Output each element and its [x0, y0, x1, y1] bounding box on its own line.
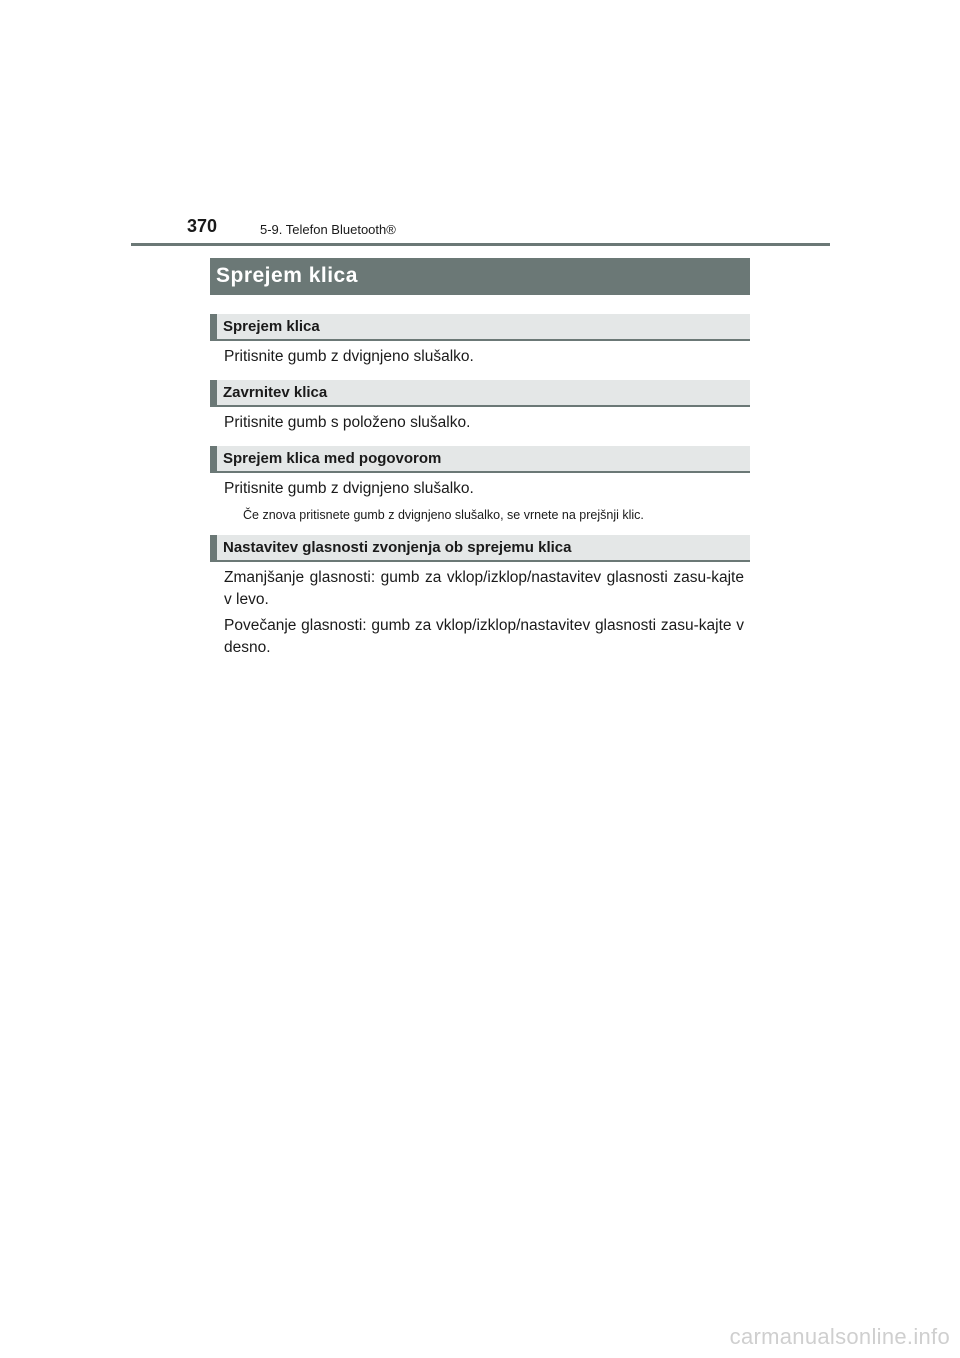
page-title: Sprejem klica [210, 258, 750, 295]
section-text-volume-up: Povečanje glasnosti: gumb za vklop/izklop/nastavitev glasnosti zasu-kajte v desno. [224, 617, 744, 656]
header-rule [131, 243, 830, 246]
section-text-reject: Pritisnite gumb s položeno slušalko. [224, 414, 471, 431]
section-note-call-waiting: Če znova pritisnete gumb z dvignjeno slušalko, se vrnete na prejšnji klic. [243, 508, 644, 522]
section-heading-call-waiting: Sprejem klica med pogovorom [210, 446, 750, 473]
page-number: 370 [187, 216, 218, 236]
section-text-answer: Pritisnite gumb z dvignjeno slušalko. [224, 348, 474, 365]
section-heading-ring-volume: Nastavitev glasnosti zvonjenja ob sprejemu klica [210, 535, 750, 562]
section-heading-answer: Sprejem klica [210, 314, 750, 341]
breadcrumb: 5-9. Telefon Bluetooth® [260, 222, 396, 237]
section-text-volume-down: Zmanjšanje glasnosti: gumb za vklop/izklop/nastavitev glasnosti zasu-kajte v levo. [224, 569, 744, 608]
section-text-call-waiting: Pritisnite gumb z dvignjeno slušalko. [224, 480, 474, 497]
watermark: carmanualsonline.info [729, 1324, 950, 1349]
section-heading-reject: Zavrnitev klica [210, 380, 750, 407]
